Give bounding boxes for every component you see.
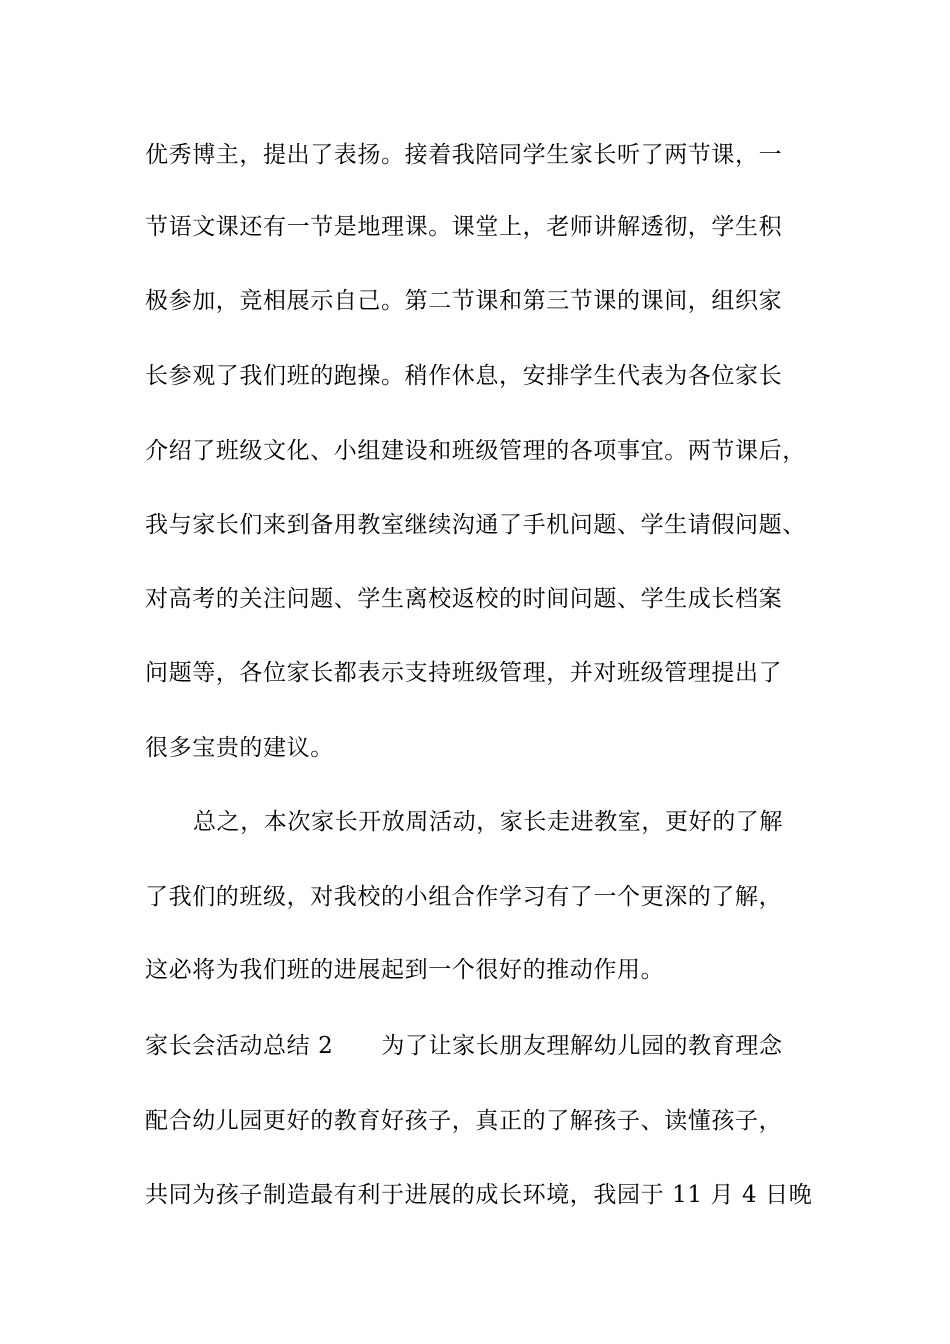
body-text-line: 极参加，竞相展示自己。第二节课和第三节课的课间，组织家 xyxy=(145,288,783,314)
body-text-line: 长参观了我们班的跑操。稍作休息，安排学生代表为各位家长 xyxy=(145,363,783,389)
body-text-line: 优秀博主，提出了表扬。接着我陪同学生家长听了两节课，一 xyxy=(145,142,783,168)
body-text-line: 介绍了班级文化、小组建设和班级管理的各项事宜。两节课后， xyxy=(145,438,806,464)
body-text-line: 对高考的关注问题、学生离校返校的时间问题、学生成长档案 xyxy=(145,586,783,612)
body-text-line: 问题等，各位家长都表示支持班级管理，并对班级管理提出了 xyxy=(145,660,783,686)
body-text-line: 很多宝贵的建议。 xyxy=(145,735,334,761)
body-text-line: 这必将为我们班的进展起到一个很好的推动作用。 xyxy=(145,957,665,983)
section-heading-line xyxy=(145,1031,783,1061)
body-text-line: 节语文课还有一节是地理课。课堂上，老师讲解透彻，学生积 xyxy=(145,214,783,240)
body-text-line: 我与家长们来到备用教室继续沟通了手机问题、学生请假问题、 xyxy=(145,512,806,538)
body-text-line: 共同为孩子制造最有利于进展的成长环境，我园于 11 月 4 日晚 xyxy=(145,1182,813,1208)
body-text-line: 了我们的班级，对我校的小组合作学习有了一个更深的了解， xyxy=(145,884,783,910)
section-heading: 家长会活动总结 2 xyxy=(145,1033,334,1059)
body-text-line: 配合幼儿园更好的教育好孩子，真正的了解孩子、读懂孩子， xyxy=(145,1108,783,1134)
body-text-inline: 为了让家长朋友理解幼儿园的教育理念 xyxy=(381,1033,783,1059)
body-text-line: 总之，本次家长开放周活动，家长走进教室，更好的了解 xyxy=(193,809,783,835)
